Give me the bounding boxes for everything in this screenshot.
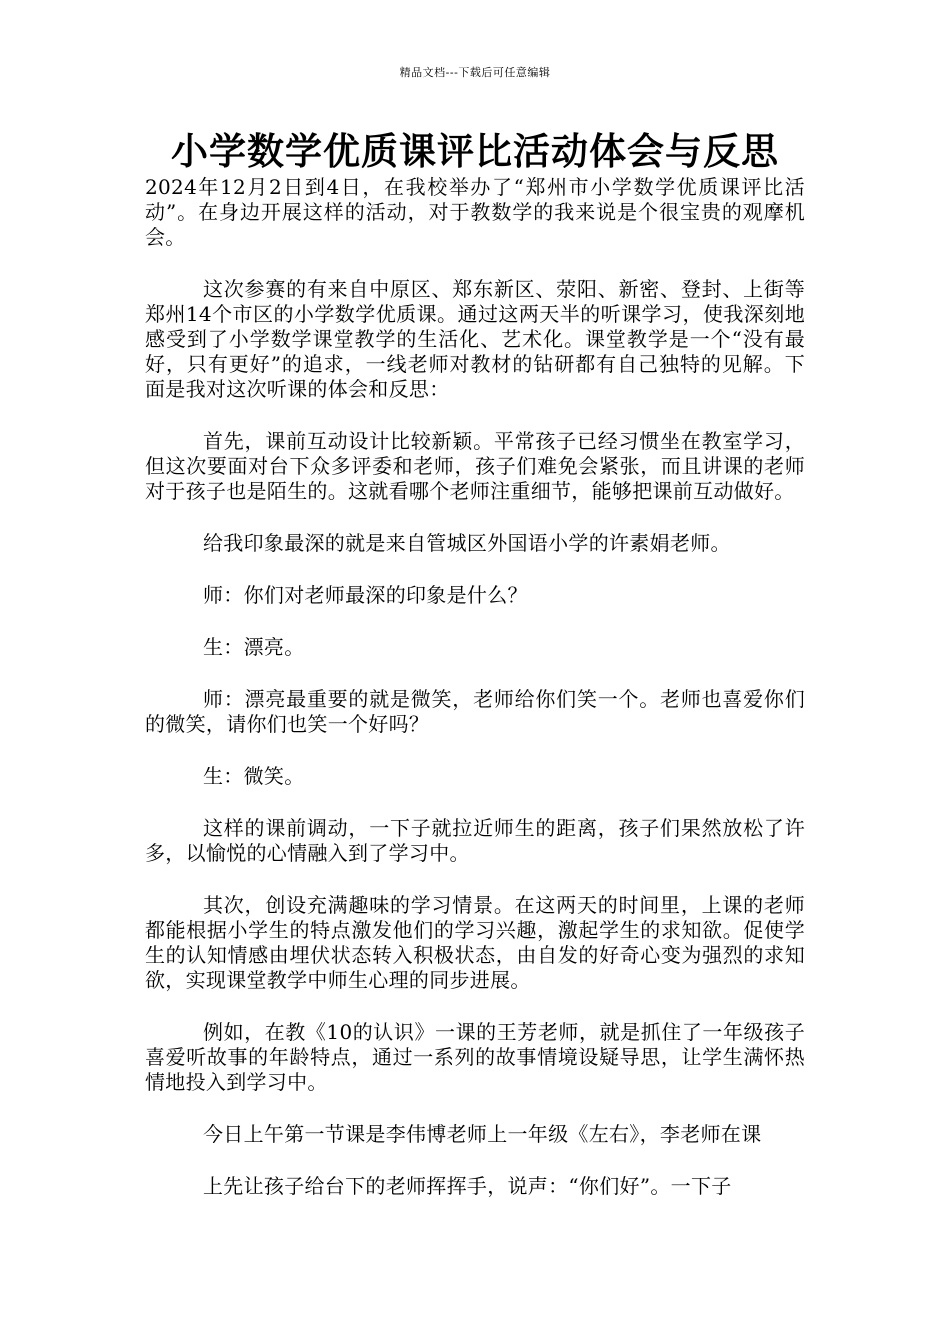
document-title: 小学数学优质课评比活动体会与反思 [171, 129, 779, 173]
paragraph-effect: 这样的课前调动，一下子就拉近师生的距离，孩子们果然放松了许多，以愉悦的心情融入到了学习中。 [145, 816, 805, 865]
paragraph-first-point: 首先，课前互动设计比较新颖。平常孩子已经习惯坐在教室学习，但这次要面对台下众多评委和老师，孩子们难免会紧张，而且讲课的老师对于孩子也是陌生的。这就看哪个老师注重细节，能够把课前互动做好。 [145, 429, 805, 503]
dialogue-teacher-smile: 师：漂亮最重要的就是微笑，老师给你们笑一个。老师也喜爱你们的微笑，请你们也笑一个好吗？ [145, 687, 805, 736]
paragraph-morning-lesson: 今日上午第一节课是李伟博老师上一年级《左右》，李老师在课 [203, 1122, 762, 1146]
paragraph-participants: 这次参赛的有来自中原区、郑东新区、荥阳、新密、登封、上街等郑州14个市区的小学数学优质课。通过这两天半的听课学习，使我深刻地感受到了小学数学课堂教学的生活化、艺术化。课堂教学是一个“没有最好，只有更好”的追求，一线老师对教材的钻研都有自己独特的见解。下面是我对这次听课的体会和反思： [145, 277, 805, 401]
header-note: 精品文档---下载后可任意编辑 [399, 66, 551, 79]
paragraph-intro: 2024年12月2日到4日，在我校举办了“郑州市小学数学优质课评比活动”。在身边开展这样的活动，对于教数学的我来说是个很宝贵的观摩机会。 [145, 175, 805, 249]
document-body [145, 175, 805, 1226]
dialogue-student-smile: 生：微笑。 [203, 764, 305, 788]
dialogue-teacher-question: 师：你们对老师最深的印象是什么？ [203, 583, 528, 607]
dialogue-student-answer: 生：漂亮。 [203, 635, 305, 659]
paragraph-impression: 给我印象最深的就是来自管城区外国语小学的许素娟老师。 [203, 531, 731, 555]
paragraph-example: 例如，在教《10的认识》一课的王芳老师，就是抓住了一年级孩子喜爱听故事的年龄特点，通过一系列的故事情境设疑导思，让学生满怀热情地投入到学习中。 [145, 1020, 805, 1094]
paragraph-continuation: 上先让孩子给台下的老师挥挥手，说声：“你们好”。一下子 [203, 1174, 732, 1198]
paragraph-second-point: 其次，创设充满趣味的学习情景。在这两天的时间里，上课的老师都能根据小学生的特点激发他们的学习兴趣，激起学生的求知欲。促使学生的认知情感由埋伏状态转入积极状态，由自发的好奇心变为强烈的求知欲，实现课堂教学中师生心理的同步进展。 [145, 893, 805, 992]
